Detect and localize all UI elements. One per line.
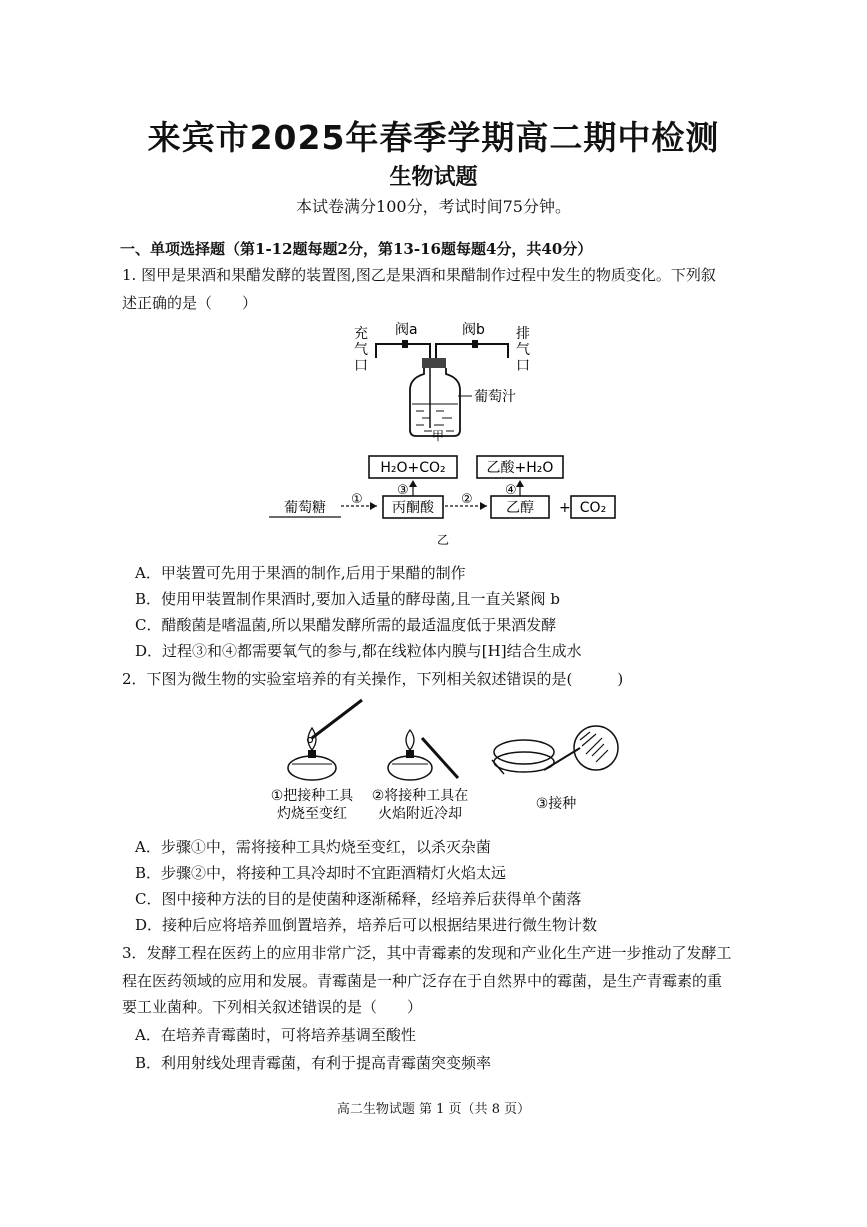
subject-title: 生物试题 (389, 164, 478, 190)
step3-label: ③ (397, 483, 409, 498)
q1-option-a: A．甲装置可先用于果酒的制作,后用于果醋的制作 (135, 564, 466, 582)
acetic-acid-box: 乙酸+H₂O (486, 460, 554, 476)
q2-option-d: D．接种后应将培养皿倒置培养，培养后可以根据结果进行微生物计数 (135, 916, 598, 934)
q2-option-a: A．步骤①中，需将接种工具灼烧至变红，以杀灭杂菌 (135, 838, 491, 856)
q1-option-c: C．醋酸菌是嗜温菌,所以果醋发酵所需的最适温度低于果酒发酵 (135, 616, 557, 634)
step1-caption-line2: 灼烧至变红 (277, 806, 347, 822)
q2-option-c: C．图中接种方法的目的是使菌种逐渐稀释，经培养后获得单个菌落 (135, 890, 582, 908)
inoculation-steps-figure (240, 694, 640, 826)
q2-option-b: B．步骤②中，将接种工具冷却时不宜距酒精灯火焰太远 (135, 864, 507, 882)
h2o-co2-box: H₂O+CO₂ (380, 460, 446, 476)
inlet-label-2: 气 (354, 342, 368, 358)
inlet-label-1: 充 (354, 326, 368, 342)
q1-stem-line1: 1. 图甲是果酒和果醋发酵的装置图,图乙是果酒和果醋制作过程中发生的物质变化。下列叙 (122, 266, 716, 284)
outlet-label-3: 口 (516, 358, 530, 374)
q3-stem-line3: 要工业菌种。下列相关叙述错误的是（ ） (122, 998, 423, 1016)
figure-jia-caption: 甲 (431, 429, 445, 443)
valve-b-label: 阀b (462, 322, 485, 338)
q2-stem: 2．下图为微生物的实验室培养的有关操作，下列相关叙述错误的是( ) (122, 670, 624, 688)
alcohol-lamp-icon (288, 728, 336, 780)
q1-stem-line2: 述正确的是（ ） (122, 294, 258, 312)
valve-a-label: 阀a (395, 322, 418, 338)
q3-stem-line2: 程在医药领域的应用和发展。青霉菌是一种广泛存在于自然界中的霉菌，是生产青霉素的重 (122, 972, 723, 990)
outlet-label-1: 排 (516, 326, 530, 342)
inoculating-loop-icon (308, 700, 363, 743)
q3-stem-line1: 3．发酵工程在医药上的应用非常广泛，其中青霉素的发现和产业化生产进一步推动了发酵工 (122, 944, 732, 962)
inoculating-loop-icon (422, 738, 458, 778)
juice-label: 葡萄汁 (474, 389, 516, 405)
co2-box: CO₂ (579, 500, 607, 516)
exam-title: 来宾市2025年春季学期高二期中检测 (147, 118, 720, 157)
section-heading: 一、单项选择题（第1-12题每题2分，第13-16题每题4分，共40分） (120, 240, 593, 258)
q1-option-d: D．过程③和④都需要氧气的参与,都在线粒体内膜与[H]结合生成水 (135, 642, 582, 660)
step1-caption-line1: ①把接种工具 (270, 788, 354, 804)
pyruvate-box: 丙酮酸 (392, 500, 434, 516)
alcohol-lamp-icon (388, 730, 432, 780)
glucose-label: 葡萄糖 (284, 500, 326, 516)
q3-option-b: B．利用射线处理青霉菌，有利于提高青霉菌突变频率 (135, 1054, 492, 1072)
step2-caption-line1: ②将接种工具在 (371, 788, 469, 804)
q1-option-b: B．使用甲装置制作果酒时,要加入适量的酵母菌,且一直关紧阀 b (135, 590, 560, 608)
inlet-label-3: 口 (354, 358, 368, 374)
ethanol-box: 乙醇 (506, 500, 534, 516)
step2-label: ② (461, 492, 473, 507)
page-footer: 高二生物试题 第 1 页（共 8 页） (336, 1102, 531, 1117)
step1-label: ① (351, 492, 363, 507)
step4-label: ④ (505, 483, 517, 498)
figure-yi-caption: 乙 (436, 533, 450, 547)
step3-caption: ③接种 (535, 796, 577, 812)
step2-caption-line2: 火焰附近冷却 (378, 806, 462, 822)
fermentation-apparatus-figure (340, 318, 550, 444)
metabolism-pathway-figure (265, 452, 625, 548)
q3-option-a: A．在培养青霉菌时，可将培养基调至酸性 (135, 1026, 416, 1044)
exam-note: 本试卷满分100分，考试时间75分钟。 (296, 197, 571, 216)
plus-sign: + (559, 500, 571, 516)
streak-plate-icon (574, 726, 618, 770)
outlet-label-2: 气 (516, 342, 530, 358)
